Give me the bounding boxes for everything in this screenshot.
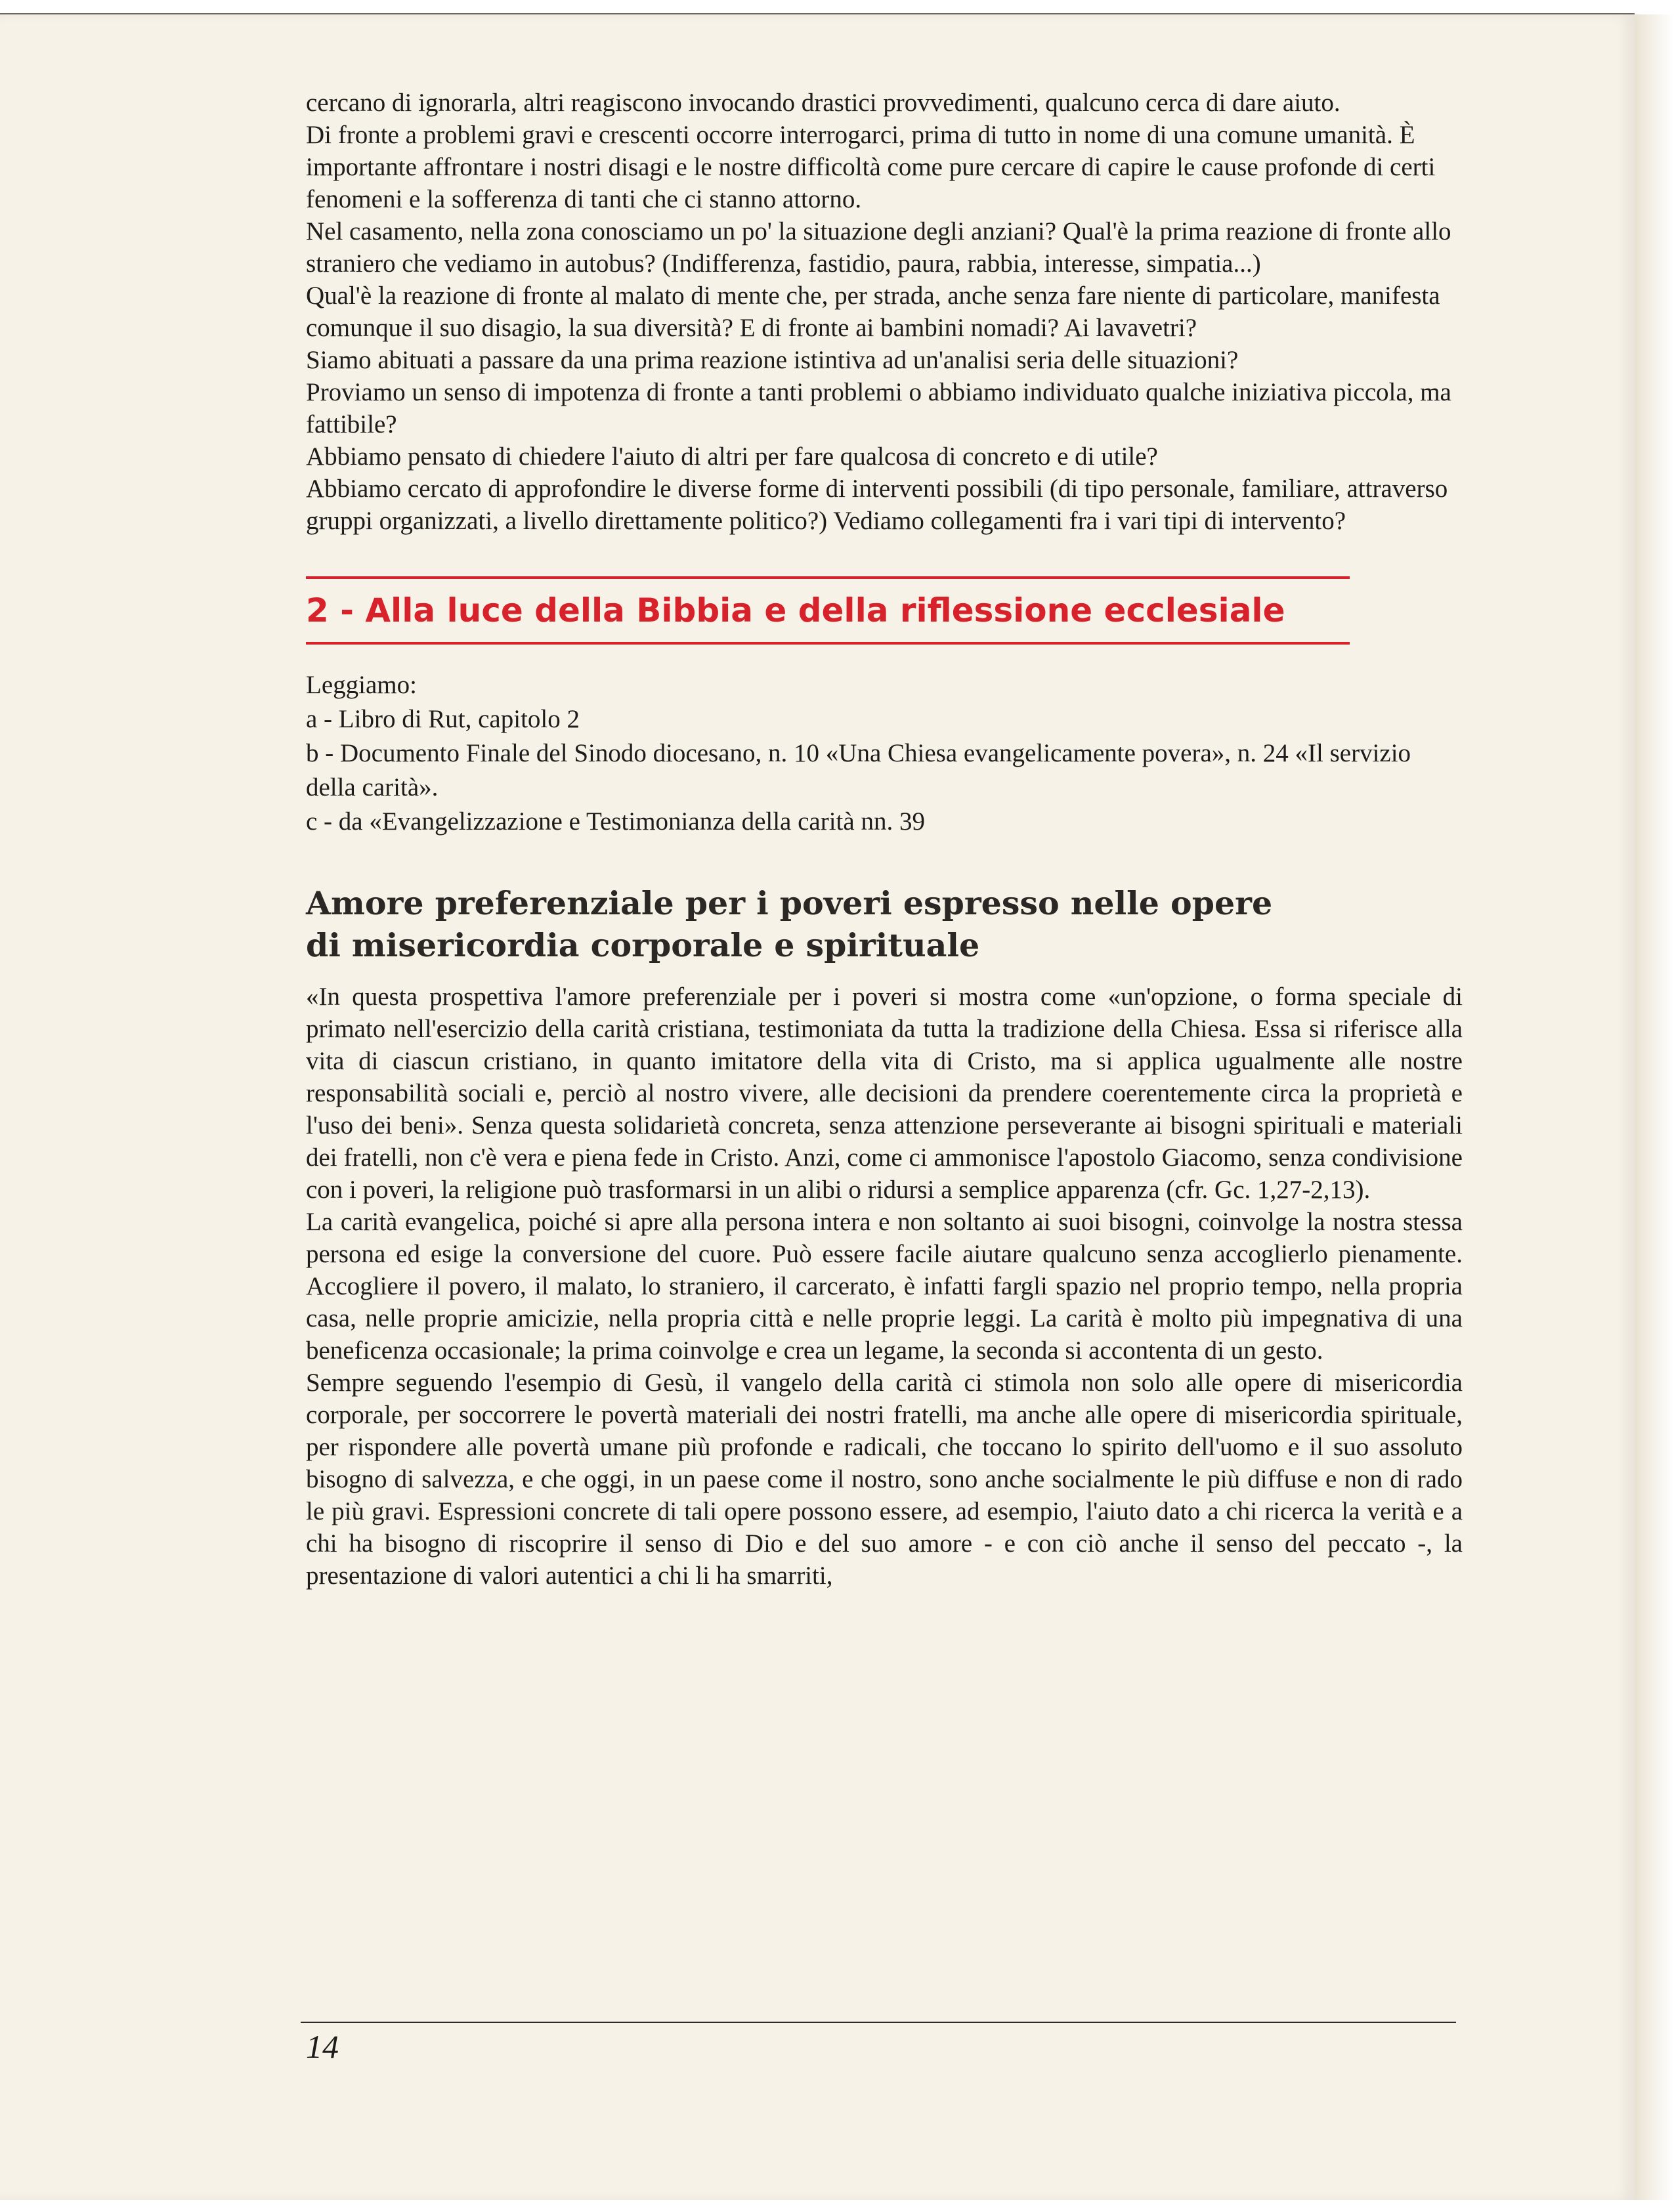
reading-item: a - Libro di Rut, capitolo 2 xyxy=(306,705,580,733)
article-title-line: Amore preferenziale per i poveri espresso nelle opere xyxy=(306,884,1273,922)
page-number: 14 xyxy=(306,2028,339,2065)
section-header xyxy=(306,576,1463,645)
intro-questions xyxy=(306,87,1463,537)
intro-paragraph: Qual'è la reazione di fronte al malato di mente che, per strada, anche senza fare niente di particolare, manifesta comunque il suo disagio, la sua diversità? E di fronte ai bambini nomadi? Ai lavavetri? xyxy=(306,282,1440,342)
article-paragraph: «In questa prospettiva l'amore preferenziale per i poveri si mostra come «un'opzione, o forma speciale di primato nell'esercizio della carità cristiana, testimoniata da tutta la tradizione della Chiesa. Essa si riferisce alla vita di ciascun cristiano, in quanto imitatore della vita di Cristo, ma si applica ugualmente alle nostre responsabilità sociali e, perciò al nostro vivere, alle decisioni da prendere coerentemente circa la proprietà e l'uso dei beni». Senza questa solidarietà concreta, senza attenzione perseverante ai bisogni spirituali e materiali dei fratelli, non c'è vera e piena fede in Cristo. Anzi, come ci ammonisce l'apostolo Giacomo, senza condivisione con i poveri, la religione può trasformarsi in un alibi o ridursi a semplice apparenza (cfr. Gc. 1,27-2,13). xyxy=(306,983,1463,1204)
page-binding-edge xyxy=(1635,14,1674,2200)
section-rule-top xyxy=(306,576,1350,579)
intro-paragraph: Siamo abituati a passare da una prima reazione istintiva ad un'analisi seria delle situazioni? xyxy=(306,346,1239,374)
intro-paragraph: Abbiamo cercato di approfondire le diverse forme di interventi possibili (di tipo personale, familiare, attraverso gruppi organizzati, a livello direttamente politico?) Vediamo collegamenti fra i vari tipi di intervento? xyxy=(306,475,1448,535)
intro-paragraph: Abbiamo pensato di chiedere l'aiuto di altri per fare qualcosa di concreto e di utile? xyxy=(306,442,1158,471)
intro-paragraph: cercano di ignorarla, altri reagiscono invocando drastici provvedimenti, qualcuno cerca di dare aiuto. xyxy=(306,89,1341,117)
section-rule-bottom xyxy=(306,642,1350,645)
intro-paragraph: Proviamo un senso di impotenza di fronte a tanti problemi o abbiamo individuato qualche iniziativa piccola, ma fattibile? xyxy=(306,378,1451,438)
article-title xyxy=(306,882,1422,966)
intro-paragraph: Di fronte a problemi gravi e crescenti occorre interrogarci, prima di tutto in nome di una comune umanità. È importante affrontare i nostri disagi e le nostre difficoltà come pure cercare di capire le cause profonde di certi fenomeni e la sofferenza di tanti che ci stanno attorno. xyxy=(306,121,1436,213)
article-title-line: di misericordia corporale e spirituale xyxy=(306,926,980,964)
reading-item: c - da «Evangelizzazione e Testimonianza della carità nn. 39 xyxy=(306,807,925,836)
section-title: 2 - Alla luce della Bibbia e della riflessione ecclesiale xyxy=(306,591,1285,629)
article-paragraph: La carità evangelica, poiché si apre alla persona intera e non soltanto ai suoi bisogni, coinvolge la nostra stessa persona ed esige la conversione del cuore. Può essere facile aiutare qualcuno senza accoglierlo pienamente. Accogliere il povero, il malato, lo straniero, il carcerato, è infatti fargli spazio nel proprio tempo, nella propria casa, nelle proprie amicizie, nella propria città e nelle proprie leggi. La carità è molto più impegnativa di una beneficenza occasionale; la prima coinvolge e crea un legame, la seconda si accontenta di un gesto. xyxy=(306,1208,1463,1365)
footer-rule xyxy=(301,2022,1456,2023)
article-paragraph: Sempre seguendo l'esempio di Gesù, il vangelo della carità ci stimola non solo alle opere di misericordia corporale, per soccorrere le povertà materiali dei nostri fratelli, ma anche alle opere di misericordia spirituale, per rispondere alle povertà umane più profonde e radicali, che toccano lo spirito dell'uomo e il suo assoluto bisogno di salvezza, e che oggi, in un paese come il nostro, sono anche socialmente le più diffuse e non di rado le più gravi. Espressioni concrete di tali opere possono essere, ad esempio, l'aiuto dato a chi ricerca la verità e a chi ha bisogno di riscoprire il senso di Dio e del suo amore - e con ciò anche il senso del peccato -, la presentazione di valori autentici a chi li ha smarriti, xyxy=(306,1369,1463,1590)
readings-list xyxy=(306,668,1463,839)
page-content xyxy=(306,87,1463,1592)
intro-paragraph: Nel casamento, nella zona conosciamo un po' la situazione degli anziani? Qual'è la prima reazione di fronte allo straniero che vediamo in autobus? (Indifferenza, fastidio, paura, rabbia, interesse, simpatia...) xyxy=(306,217,1451,278)
readings-intro: Leggiamo: xyxy=(306,671,417,699)
article-body xyxy=(306,981,1463,1592)
reading-item: b - Documento Finale del Sinodo diocesano, n. 10 «Una Chiesa evangelicamente povera», n. 24 «Il servizio della carità». xyxy=(306,739,1411,801)
